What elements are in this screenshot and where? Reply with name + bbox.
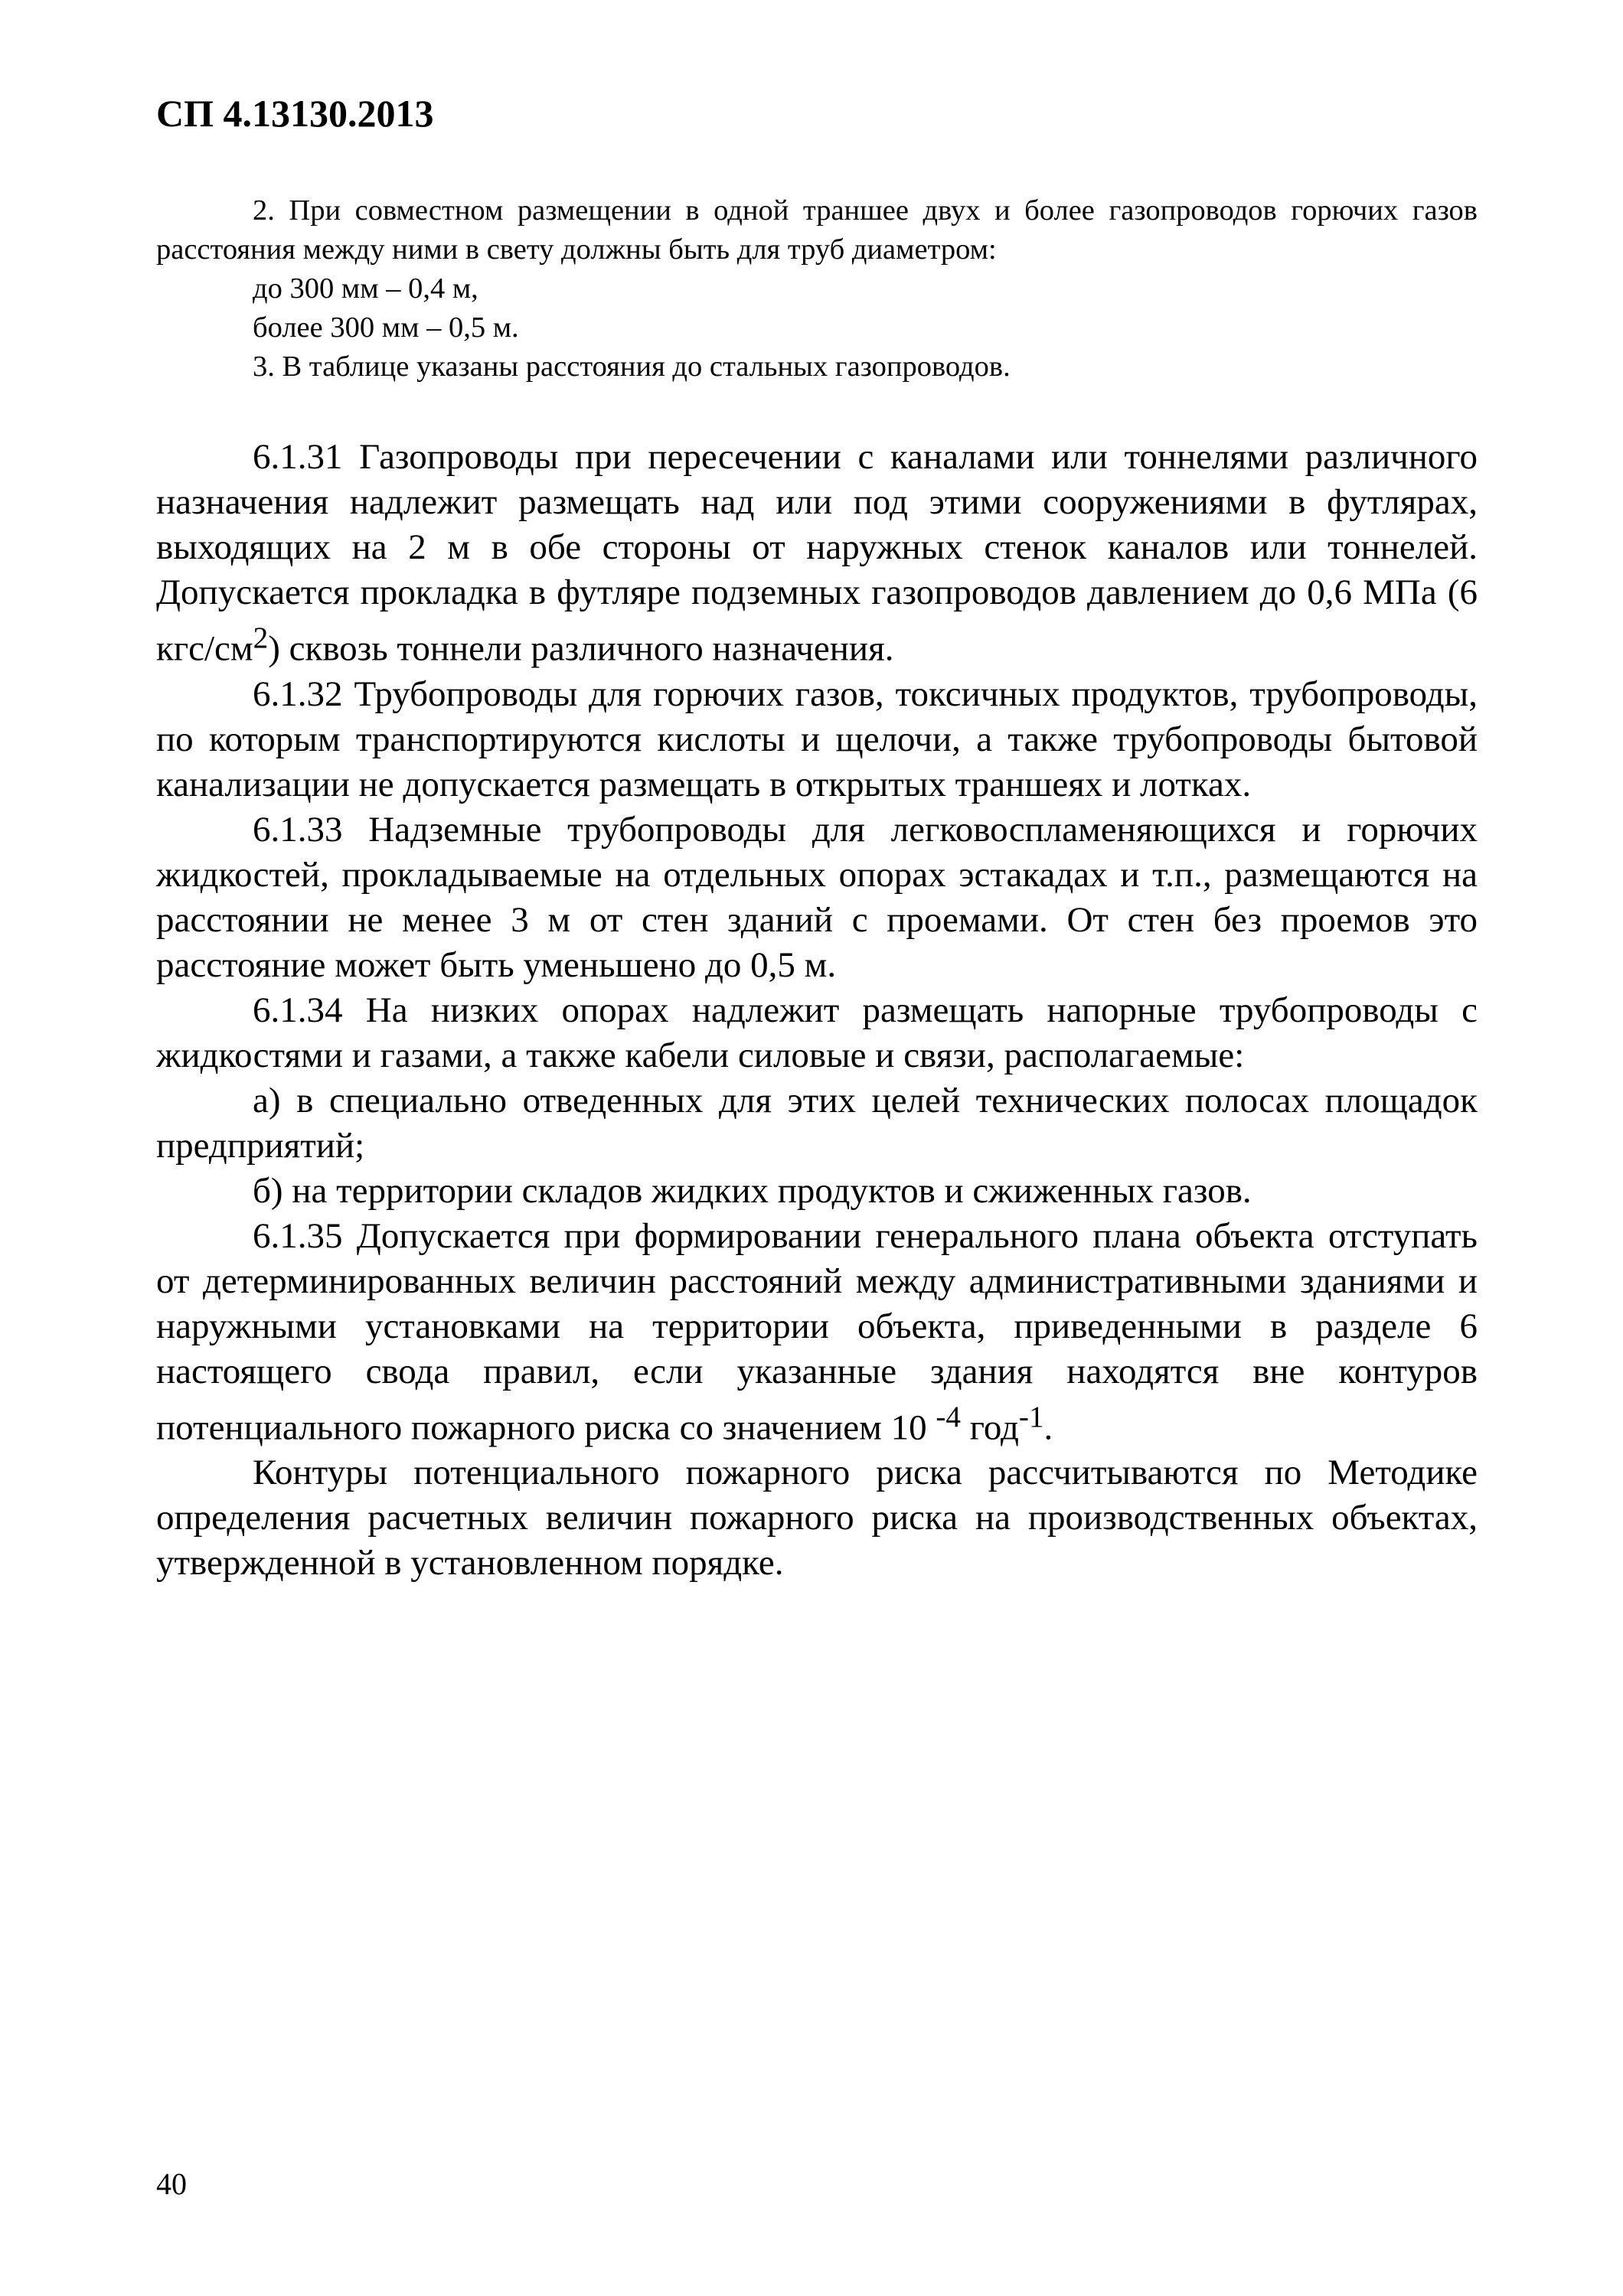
section-6-1-31-superscript: 2 <box>253 621 269 654</box>
section-6-1-35 <box>156 1214 1478 1451</box>
note-2: 2. При совместном размещении в одной траншее двух и более газопроводов горючих газов расстояния между ними в свету должны быть для труб диаметром: <box>156 194 1478 266</box>
note-3: 3. В таблице указаны расстояния до стальных газопроводов. <box>253 351 1011 383</box>
section-6-1-31-text-end: ) сквозь тоннели различного назначения. <box>268 628 894 669</box>
section-6-1-31 <box>156 435 1478 672</box>
note-2-item-2: более 300 мм – 0,5 м. <box>253 311 519 344</box>
main-body <box>156 435 1478 1586</box>
section-6-1-34-item-a: а) в специально отведенных для этих целей технических полосах площадок предприятий; <box>156 1080 1478 1166</box>
note-2-item-1: до 300 мм – 0,4 м, <box>253 272 478 305</box>
section-6-1-35-exponent-2: -1 <box>1018 1400 1044 1433</box>
document-code-header: СП 4.13130.2013 <box>156 92 434 135</box>
page-number: 40 <box>156 2167 187 2201</box>
section-6-1-35-end: . <box>1043 1407 1053 1448</box>
contours-paragraph: Контуры потенциального пожарного риска рассчитываются по Методике определения расчетных величин пожарного риска на производственных объектах, утвержденной в установленном порядке. <box>156 1453 1478 1583</box>
table-notes <box>156 191 1478 386</box>
section-6-1-35-unit: год <box>960 1407 1019 1448</box>
section-6-1-34-item-b: б) на территории складов жидких продуктов и сжиженных газов. <box>253 1170 1252 1211</box>
section-6-1-35-text: 6.1.35 Допускается при формировании генерального плана объекта отступать от детерминированных величин расстояний между административными зданиями и наружными установками на территории объекта, приведенными в разделе 6 настоящего свода правил, если указанные здания находятся вне контуров потенциального пожарного риска со значением 10 <box>156 1215 1478 1448</box>
section-6-1-32: 6.1.32 Трубопроводы для горючих газов, токсичных продуктов, трубопроводы, по которым транспортируются кислоты и щелочи, а также трубопроводы бытовой канализации не допускается размещать в открытых траншеях и лотках. <box>156 673 1478 804</box>
section-6-1-31-text: 6.1.31 Газопроводы при пересечении с каналами или тоннелями различного назначения надлежит размещать над или под этими сооружениями в футлярах, выходящих на 2 м в обе стороны от наружных стенок каналов или тоннелей. Допускается прокладка в футляре подземных газопроводов давлением до 0,6 МПа (6 кгс/см <box>156 437 1478 669</box>
section-6-1-33: 6.1.33 Надземные трубопроводы для легковоспламеняющихся и горючих жидкостей, прокладываемые на отдельных опорах эстакадах и т.п., размещаются на расстоянии не менее 3 м от стен зданий с проемами. От стен без проемов это расстояние может быть уменьшено до 0,5 м. <box>156 809 1478 985</box>
section-6-1-34: 6.1.34 На низких опорах надлежит размещать напорные трубопроводы с жидкостями и газами, а также кабели силовые и связи, располагаемые: <box>156 990 1478 1075</box>
section-6-1-35-exponent-1: -4 <box>936 1400 961 1433</box>
